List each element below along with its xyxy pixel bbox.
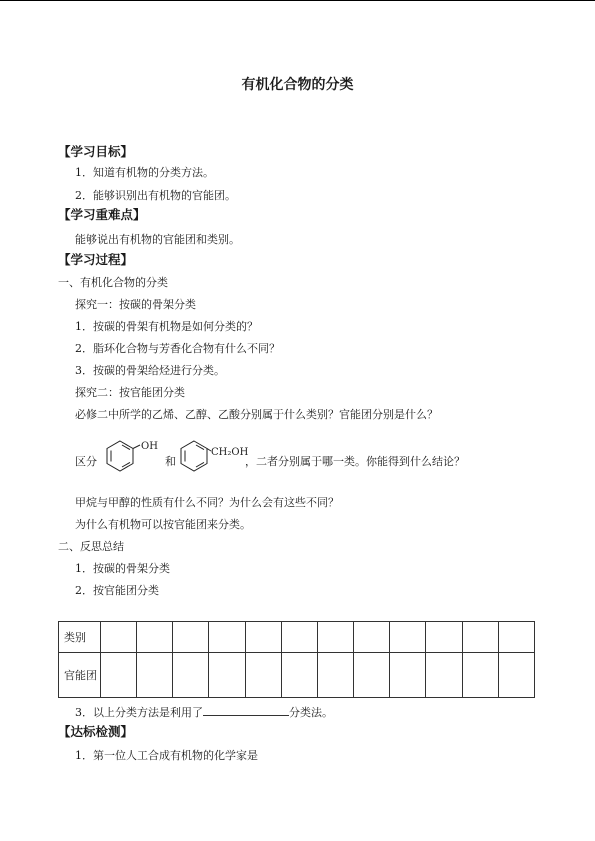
table-cell[interactable]: [498, 622, 534, 653]
table-cell[interactable]: [137, 622, 173, 653]
table-cell[interactable]: [462, 653, 498, 698]
table-cell[interactable]: [173, 653, 209, 698]
table-cell[interactable]: [462, 622, 498, 653]
table-cell[interactable]: [354, 622, 390, 653]
question-item: 为什么有机物可以按官能团来分类。: [75, 518, 251, 531]
struct-and: 和: [165, 455, 176, 468]
table-cell[interactable]: [245, 653, 281, 698]
fill-in-blank[interactable]: [203, 705, 289, 716]
question-item: 甲烷与甲醇的性质有什么不同？为什么会有这些不同？: [75, 496, 339, 509]
table-row: [59, 622, 535, 653]
summary-3-before: 3．以上分类方法是利用了: [75, 706, 203, 719]
table-cell[interactable]: [390, 653, 426, 698]
table-cell[interactable]: [354, 653, 390, 698]
key-points-heading: 【学习重难点】: [58, 207, 146, 222]
table-cell[interactable]: [101, 653, 137, 698]
table-cell[interactable]: [426, 622, 462, 653]
question-item: 3．按碳的骨架给烃进行分类。: [75, 364, 225, 377]
table-cell[interactable]: [426, 653, 462, 698]
page-title: 有机化合物的分类: [241, 77, 354, 93]
table-cell[interactable]: [173, 622, 209, 653]
check-heading: 【达标检测】: [58, 724, 134, 739]
explore-2-title: 探究二：按官能团分类: [75, 386, 185, 399]
classification-table: [58, 621, 535, 698]
oh-label: OH: [141, 441, 158, 452]
ch2oh-label: CH₂OH: [211, 447, 249, 458]
table-cell[interactable]: [209, 622, 245, 653]
section-2-title: 二、反思总结: [58, 540, 124, 553]
table-cell[interactable]: [281, 622, 317, 653]
table-cell[interactable]: [390, 622, 426, 653]
table-cell[interactable]: [317, 653, 353, 698]
table-cell[interactable]: [498, 653, 534, 698]
key-points-text: 能够说出有机物的官能团和类别。: [75, 233, 240, 246]
benzyl-alcohol-structure-icon: [177, 436, 247, 486]
summary-item-3: [75, 705, 333, 720]
table-cell[interactable]: [101, 622, 137, 653]
table-row: [59, 653, 535, 698]
explore-1-title: 探究一：按碳的骨架分类: [75, 298, 196, 311]
process-heading: 【学习过程】: [58, 252, 134, 267]
top-rule: [0, 0, 595, 1]
table-cell[interactable]: [317, 622, 353, 653]
table-cell[interactable]: [137, 653, 173, 698]
question-item: 必修二中所学的乙烯、乙醇、乙酸分别属于什么类别？官能团分别是什么？: [75, 408, 438, 421]
row-label-functional-group: 官能团: [59, 653, 101, 698]
table-cell[interactable]: [281, 653, 317, 698]
objectives-heading: 【学习目标】: [58, 144, 134, 159]
summary-item: 2．按官能团分类: [75, 584, 159, 597]
table-cell[interactable]: [245, 622, 281, 653]
question-item: 1．按碳的骨架有机物是如何分类的？: [75, 320, 258, 333]
struct-prefix: 区分: [75, 455, 97, 468]
check-question: 1．第一位人工合成有机物的化学家是: [75, 749, 258, 762]
table-cell[interactable]: [209, 653, 245, 698]
section-1-title: 一、有机化合物的分类: [58, 276, 168, 289]
objective-item: 2．能够识别出有机物的官能团。: [75, 189, 236, 202]
phenol-structure-icon: [97, 436, 157, 486]
struct-suffix: ，二者分别属于哪一类。你能得到什么结论？: [245, 455, 465, 468]
summary-3-after: 分类法。: [289, 706, 333, 719]
row-label-category: 类别: [59, 622, 101, 653]
objective-item: 1．知道有机物的分类方法。: [75, 166, 214, 179]
summary-item: 1．按碳的骨架分类: [75, 562, 170, 575]
question-item: 2．脂环化合物与芳香化合物有什么不同？: [75, 342, 280, 355]
structure-comparison: [75, 436, 555, 486]
